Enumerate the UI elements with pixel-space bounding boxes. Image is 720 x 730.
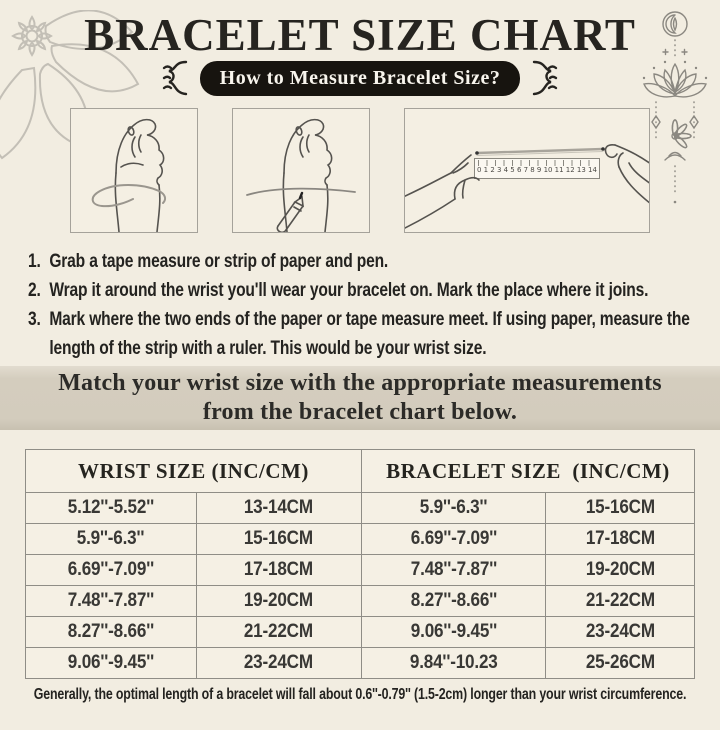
table-cell bbox=[361, 555, 546, 586]
instruction-item bbox=[28, 305, 694, 363]
instructions-list bbox=[28, 247, 694, 363]
ruler-number: 10 bbox=[543, 166, 553, 175]
ruler-number: 4 bbox=[503, 166, 509, 175]
bracelet-size-group-header: BRACELET SIZE (INC/CM) bbox=[361, 450, 694, 493]
table-cell-value: 17-18CM bbox=[585, 528, 655, 550]
table-cell-value: 9.84''-10.23 bbox=[409, 652, 498, 674]
table-cell bbox=[361, 493, 546, 524]
instruction-text: Grab a tape measure or strip of paper and pen. bbox=[49, 251, 389, 273]
page-title: BRACELET SIZE CHART bbox=[84, 10, 636, 60]
ruler-number: 11 bbox=[554, 166, 564, 175]
table-cell-value: 13-14CM bbox=[244, 497, 314, 519]
footer-note: Generally, the optimal length of a bracelet will fall about 0.6''-0.79'' (1.5-2cm) longer than your wrist circumference. bbox=[33, 686, 687, 704]
table-cell-value: 19-20CM bbox=[244, 590, 314, 612]
table-cell-value: 6.69''-7.09'' bbox=[67, 559, 154, 581]
how-to-figures-row bbox=[0, 108, 720, 233]
table-cell bbox=[546, 555, 695, 586]
table-cell-value: 5.12''-5.52'' bbox=[67, 497, 154, 519]
table-cell bbox=[26, 524, 197, 555]
ruler-number: 0 bbox=[477, 166, 482, 175]
table-cell bbox=[26, 493, 197, 524]
ruler-number: 12 bbox=[565, 166, 575, 175]
table-cell bbox=[26, 586, 197, 617]
table-cell bbox=[196, 648, 361, 679]
table-cell bbox=[196, 493, 361, 524]
fist-with-string-drawing bbox=[71, 109, 197, 232]
table-cell bbox=[196, 586, 361, 617]
table-row bbox=[26, 586, 695, 617]
size-table bbox=[25, 449, 695, 679]
ruler-number: 7 bbox=[523, 166, 529, 175]
table-cell-value: 21-22CM bbox=[244, 621, 314, 643]
figure-wrap-tape-illustration bbox=[70, 108, 198, 233]
match-banner-line: from the bracelet chart below. bbox=[202, 399, 518, 426]
table-row bbox=[26, 524, 695, 555]
ruler-number: 6 bbox=[516, 166, 522, 175]
instruction-item bbox=[28, 276, 694, 305]
table-cell bbox=[361, 586, 546, 617]
figure-mark-with-pen-illustration bbox=[232, 108, 370, 233]
table-cell bbox=[26, 617, 197, 648]
table-cell-value: 8.27''-8.66'' bbox=[67, 621, 154, 643]
size-table-header-row bbox=[26, 450, 695, 493]
table-cell-value: 5.9''-6.3'' bbox=[77, 528, 145, 550]
table-cell-value: 19-20CM bbox=[585, 559, 655, 581]
table-row bbox=[26, 555, 695, 586]
bracelet-size-chart-infographic bbox=[0, 10, 720, 704]
table-cell bbox=[361, 524, 546, 555]
ruler-number: 2 bbox=[490, 166, 495, 175]
size-table-body bbox=[26, 493, 695, 679]
table-cell-value: 21-22CM bbox=[585, 590, 655, 612]
table-cell-value: 5.9''-6.3'' bbox=[419, 497, 488, 519]
ruler-number: 14 bbox=[588, 166, 597, 175]
table-cell-value: 25-26CM bbox=[585, 652, 655, 674]
table-cell-value: 9.06''-9.45'' bbox=[410, 621, 497, 643]
table-cell bbox=[196, 555, 361, 586]
match-banner-line: Match your wrist size with the appropriate measurements bbox=[58, 370, 662, 397]
instruction-text: Mark where the two ends of the paper or tape measure meet. If using paper, measure the length of the strip with a ruler. This would be your wrist size. bbox=[49, 309, 690, 360]
ruler-number: 8 bbox=[530, 166, 535, 175]
table-row bbox=[26, 648, 695, 679]
table-cell-value: 23-24CM bbox=[585, 621, 655, 643]
match-banner bbox=[0, 366, 720, 430]
table-cell bbox=[196, 617, 361, 648]
table-cell-value: 7.48''-7.87'' bbox=[410, 559, 497, 581]
badge-row bbox=[0, 60, 720, 96]
instruction-number: 2. bbox=[28, 280, 41, 302]
table-cell-value: 8.27''-8.66'' bbox=[410, 590, 497, 612]
table-cell-value: 17-18CM bbox=[244, 559, 314, 581]
table-cell-value: 15-16CM bbox=[585, 497, 655, 519]
hands-holding-strip-drawing bbox=[405, 109, 649, 232]
table-cell bbox=[361, 617, 546, 648]
table-cell bbox=[546, 617, 695, 648]
table-row bbox=[26, 493, 695, 524]
ruler-number: 1 bbox=[483, 166, 489, 175]
table-cell bbox=[546, 524, 695, 555]
how-to-measure-badge: How to Measure Bracelet Size? bbox=[200, 61, 521, 96]
ruler-number: 13 bbox=[576, 166, 586, 175]
table-cell-value: 6.69''-7.09'' bbox=[410, 528, 497, 550]
table-cell-value: 7.48''-7.87'' bbox=[67, 590, 154, 612]
ruler-number: 3 bbox=[496, 166, 502, 175]
instruction-number: 3. bbox=[28, 309, 41, 331]
table-cell bbox=[26, 648, 197, 679]
table-cell-value: 15-16CM bbox=[244, 528, 314, 550]
instruction-number: 1. bbox=[28, 251, 41, 273]
table-cell-value: 23-24CM bbox=[244, 652, 314, 674]
squiggle-ornament-left-icon bbox=[162, 59, 189, 97]
table-cell bbox=[546, 648, 695, 679]
wrist-size-group-header: WRIST SIZE (INC/CM) bbox=[26, 450, 362, 493]
instruction-item bbox=[28, 247, 694, 276]
table-cell-value: 9.06''-9.45'' bbox=[67, 652, 154, 674]
table-cell bbox=[546, 586, 695, 617]
table-cell bbox=[196, 524, 361, 555]
fist-with-pen-drawing bbox=[233, 109, 369, 232]
table-row bbox=[26, 617, 695, 648]
table-cell bbox=[546, 493, 695, 524]
table-cell bbox=[361, 648, 546, 679]
ruler-number: 9 bbox=[536, 166, 542, 175]
ruler-number: 5 bbox=[510, 166, 515, 175]
instruction-text: Wrap it around the wrist you'll wear your bracelet on. Mark the place where it joins. bbox=[49, 280, 649, 302]
figure-measure-with-ruler-illustration bbox=[404, 108, 650, 233]
table-cell bbox=[26, 555, 197, 586]
squiggle-ornament-right-icon bbox=[531, 59, 558, 97]
